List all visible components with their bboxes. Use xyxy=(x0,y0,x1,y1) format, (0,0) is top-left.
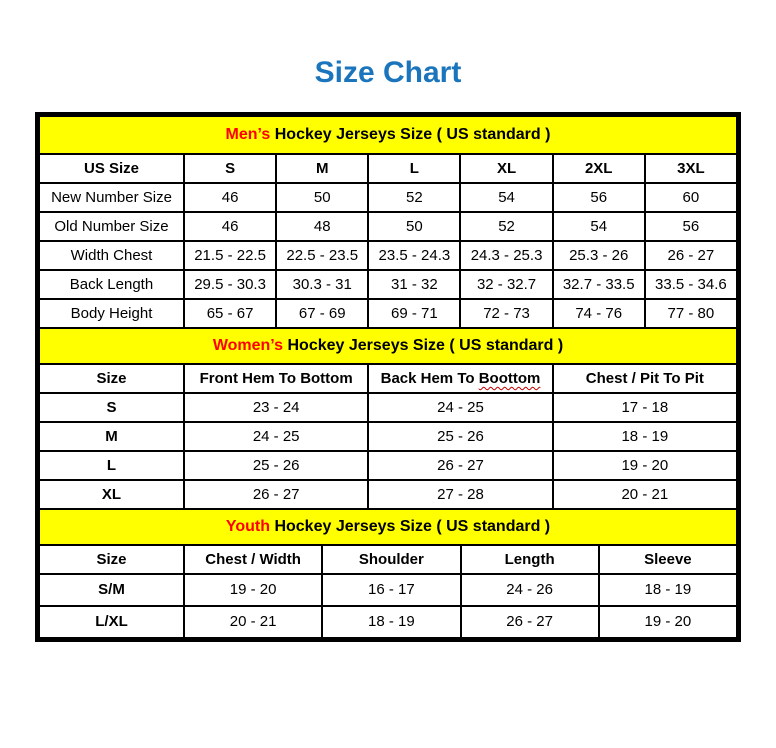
cell-value: 16 - 17 xyxy=(322,574,460,606)
row-label: New Number Size xyxy=(39,183,184,212)
cell-value: 56 xyxy=(645,212,737,241)
table-row xyxy=(39,574,737,606)
cell-value: 65 - 67 xyxy=(184,299,276,328)
column-header: S xyxy=(184,154,276,183)
cell-value: 24 - 25 xyxy=(368,393,552,422)
youth-size-table xyxy=(38,508,738,639)
row-label: L/XL xyxy=(39,606,184,638)
cell-value: 72 - 73 xyxy=(460,299,552,328)
cell-value: 50 xyxy=(276,183,368,212)
cell-value: 26 - 27 xyxy=(645,241,737,270)
cell-value: 48 xyxy=(276,212,368,241)
cell-value: 50 xyxy=(368,212,460,241)
band-text: Hockey Jerseys Size ( US standard ) xyxy=(274,125,551,143)
page-title: Size Chart xyxy=(314,56,462,89)
section-band-youth xyxy=(39,509,737,545)
cell-value: 25.3 - 26 xyxy=(553,241,645,270)
table-row xyxy=(39,480,737,509)
band-highlight: Youth xyxy=(225,517,270,535)
cell-value: 26 - 27 xyxy=(184,480,368,509)
cell-value: 24.3 - 25.3 xyxy=(460,241,552,270)
cell-value: 19 - 20 xyxy=(553,451,737,480)
row-label: Body Height xyxy=(39,299,184,328)
column-header: L xyxy=(368,154,460,183)
column-header: Size xyxy=(39,545,184,574)
table-row xyxy=(39,270,737,299)
cell-value: 54 xyxy=(460,183,552,212)
cell-value: 20 - 21 xyxy=(553,480,737,509)
cell-value: 46 xyxy=(184,212,276,241)
cell-value: 23 - 24 xyxy=(184,393,368,422)
column-header: 3XL xyxy=(645,154,737,183)
table-row xyxy=(39,183,737,212)
cell-value: 67 - 69 xyxy=(276,299,368,328)
column-header: Sleeve xyxy=(599,545,737,574)
cell-value: 20 - 21 xyxy=(184,606,322,638)
cell-value: 19 - 20 xyxy=(184,574,322,606)
cell-value: 27 - 28 xyxy=(368,480,552,509)
row-label: XL xyxy=(39,480,184,509)
band-text: Hockey Jerseys Size ( US standard ) xyxy=(274,517,551,535)
table-row xyxy=(39,422,737,451)
cell-value: 32 - 32.7 xyxy=(460,270,552,299)
cell-value: 25 - 26 xyxy=(184,451,368,480)
band-highlight: Women’s xyxy=(212,336,284,354)
cell-value: 56 xyxy=(553,183,645,212)
cell-value: 26 - 27 xyxy=(368,451,552,480)
cell-value: 69 - 71 xyxy=(368,299,460,328)
cell-value: 22.5 - 23.5 xyxy=(276,241,368,270)
band-row xyxy=(39,509,737,545)
column-header xyxy=(368,364,552,393)
table-row xyxy=(39,451,737,480)
row-label: Back Length xyxy=(39,270,184,299)
column-header-text: Back Hem To xyxy=(380,369,475,387)
band-row xyxy=(39,116,737,154)
womens-size-table xyxy=(38,327,738,510)
table-row xyxy=(39,606,737,638)
size-chart xyxy=(35,112,741,642)
cell-value: 52 xyxy=(368,183,460,212)
row-label: L xyxy=(39,451,184,480)
cell-value: 30.3 - 31 xyxy=(276,270,368,299)
misspelled-word: Boottom xyxy=(478,369,541,387)
cell-value: 19 - 20 xyxy=(599,606,737,638)
column-header: XL xyxy=(460,154,552,183)
column-header-row xyxy=(39,545,737,574)
column-header: 2XL xyxy=(553,154,645,183)
band-highlight: Men’s xyxy=(225,125,271,143)
cell-value: 25 - 26 xyxy=(368,422,552,451)
table-row xyxy=(39,393,737,422)
cell-value: 21.5 - 22.5 xyxy=(184,241,276,270)
row-label: Width Chest xyxy=(39,241,184,270)
cell-value: 17 - 18 xyxy=(553,393,737,422)
cell-value: 77 - 80 xyxy=(645,299,737,328)
cell-value: 23.5 - 24.3 xyxy=(368,241,460,270)
column-header: M xyxy=(276,154,368,183)
cell-value: 18 - 19 xyxy=(599,574,737,606)
column-header: US Size xyxy=(39,154,184,183)
cell-value: 33.5 - 34.6 xyxy=(645,270,737,299)
row-label: S/M xyxy=(39,574,184,606)
cell-value: 32.7 - 33.5 xyxy=(553,270,645,299)
cell-value: 29.5 - 30.3 xyxy=(184,270,276,299)
column-header: Size xyxy=(39,364,184,393)
cell-value: 60 xyxy=(645,183,737,212)
band-row xyxy=(39,328,737,364)
column-header: Chest / Pit To Pit xyxy=(553,364,737,393)
cell-value: 46 xyxy=(184,183,276,212)
mens-size-table xyxy=(38,115,738,329)
column-header: Chest / Width xyxy=(184,545,322,574)
table-row xyxy=(39,241,737,270)
column-header: Length xyxy=(461,545,599,574)
column-header-row xyxy=(39,364,737,393)
row-label: S xyxy=(39,393,184,422)
section-band-mens xyxy=(39,116,737,154)
cell-value: 24 - 25 xyxy=(184,422,368,451)
section-band-womens xyxy=(39,328,737,364)
row-label: M xyxy=(39,422,184,451)
row-label: Old Number Size xyxy=(39,212,184,241)
column-header: Front Hem To Bottom xyxy=(184,364,368,393)
cell-value: 52 xyxy=(460,212,552,241)
table-row xyxy=(39,212,737,241)
cell-value: 18 - 19 xyxy=(322,606,460,638)
table-row xyxy=(39,299,737,328)
band-text: Hockey Jerseys Size ( US standard ) xyxy=(287,336,564,354)
cell-value: 18 - 19 xyxy=(553,422,737,451)
cell-value: 74 - 76 xyxy=(553,299,645,328)
cell-value: 31 - 32 xyxy=(368,270,460,299)
column-header-row xyxy=(39,154,737,183)
cell-value: 26 - 27 xyxy=(461,606,599,638)
cell-value: 54 xyxy=(553,212,645,241)
cell-value: 24 - 26 xyxy=(461,574,599,606)
column-header: Shoulder xyxy=(322,545,460,574)
